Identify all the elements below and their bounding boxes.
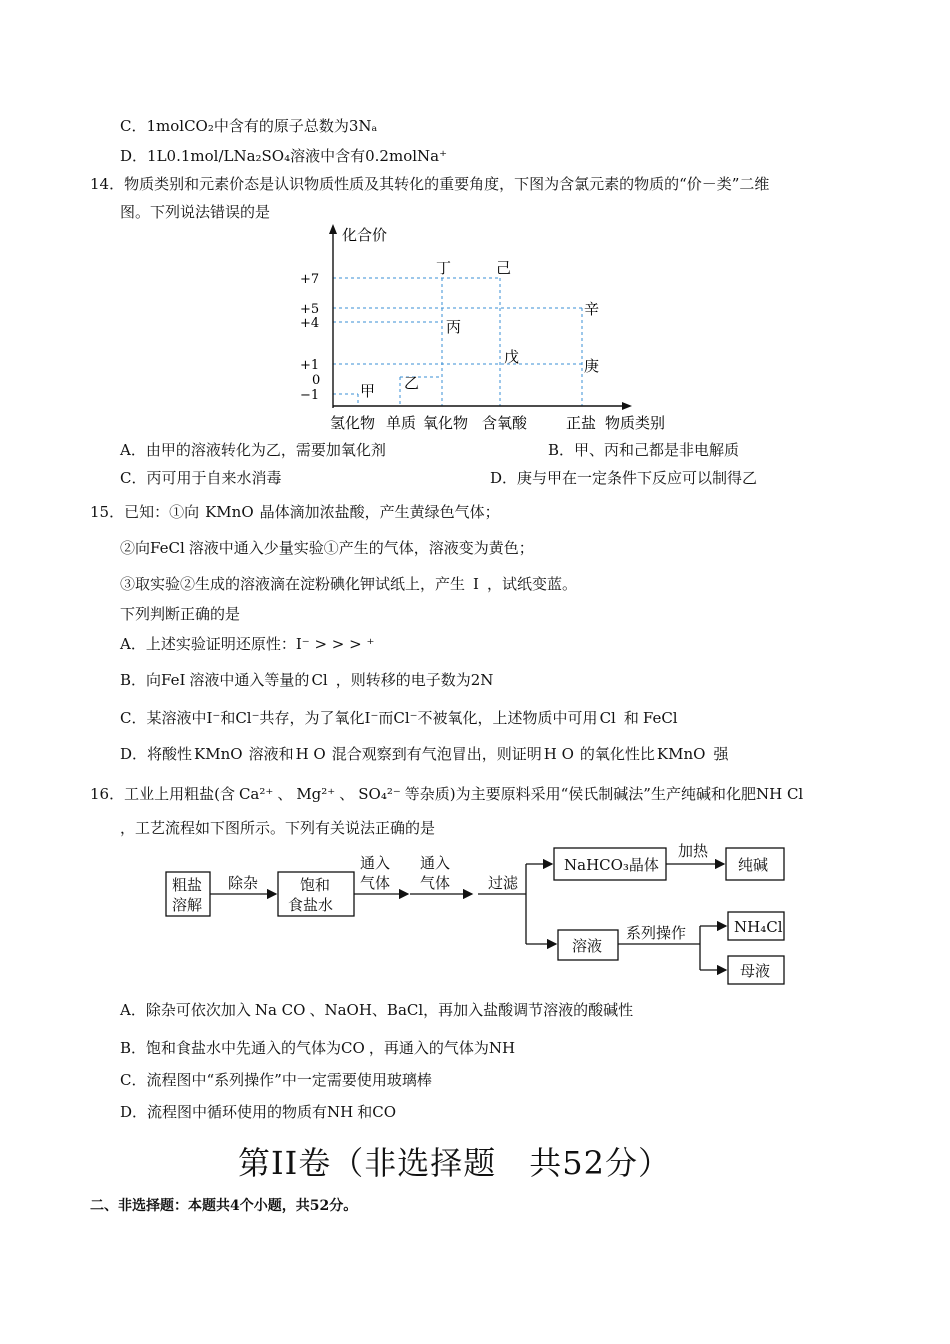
flow-box-nh4cl: NH₄Cl [734, 918, 783, 936]
q15-stem-line1: 15．已知：①向 KMnO 晶体滴加浓盐酸，产生黄绿色气体； [90, 503, 500, 521]
q14-option-b: B．甲、丙和己都是非电解质 [548, 441, 740, 459]
q15-option-d: D．将酸性 KMnO 溶液和 H O 混合观察到有气泡冒出，则证明 H O 的氧化性比 KMnO 强 [120, 745, 729, 763]
ytick: 0 [312, 373, 321, 388]
q16-option-b: B．饱和食盐水中先通入的气体为CO ，再通入的气体为NH [120, 1039, 516, 1057]
flow-label-gas2a: 通入 [420, 854, 451, 872]
point-ding: 丁 [436, 259, 452, 277]
q16-stem-line2: ，工艺流程如下图所示。下列有关说法正确的是 [120, 819, 436, 837]
ytick: +1 [300, 358, 320, 373]
flow-box-solution: 溶液 [572, 937, 603, 955]
flow-label-operations: 系列操作 [626, 924, 687, 942]
q13-option-d: D．1L0.1mol/LNa₂SO₄溶液中含有0.2molNa⁺ [120, 147, 448, 165]
point-geng: 庚 [584, 357, 600, 375]
flow-box-mother-liquor: 母液 [740, 962, 771, 980]
xtick: 正盐 [566, 414, 597, 432]
xtick: 氧化物 [423, 414, 469, 432]
ytick: +5 [300, 302, 320, 317]
q15-stem-line3: ③取实验②生成的溶液滴在淀粉碘化钾试纸上，产生 I ，试纸变蓝。 [120, 575, 577, 593]
q16-stem-line1: 16．工业上用粗盐(含 Ca²⁺ 、 Mg²⁺ 、 SO₄²⁻ 等杂质)为主要原料采用“侯氏制碱法”生产纯碱和化肥NH Cl [90, 785, 804, 803]
flow-box-soda: 纯碱 [738, 856, 769, 874]
q14-stem-line1: 14．物质类别和元素价态是认识物质性质及其转化的重要角度，下图为含氯元素的物质的“价－类”二维 [90, 175, 770, 193]
flow-label-gas1a: 通入 [360, 854, 391, 872]
section-heading: 二、非选择题：本题共4个小题，共52分。 [90, 1198, 358, 1214]
point-xin: 辛 [584, 300, 600, 318]
xtick: 单质 [386, 414, 417, 432]
point-ji: 己 [496, 259, 512, 277]
q16-option-a: A．除杂可依次加入 Na CO 、NaOH、BaCl，再加入盐酸调节溶液的酸碱性 [120, 1001, 634, 1019]
flow-box-saturated: 饱和 [300, 876, 331, 894]
xtick: 含氧酸 [482, 414, 528, 432]
flow-label-purify: 除杂 [228, 874, 259, 892]
q14-option-d: D．庚与甲在一定条件下反应可以制得乙 [490, 469, 758, 487]
q16-option-c: C．流程图中“系列操作”中一定需要使用玻璃棒 [120, 1071, 432, 1089]
q15-option-b: B．向FeI 溶液中通入等量的 Cl ，则转移的电子数为2N [120, 671, 494, 689]
ytick: +4 [300, 316, 320, 331]
chart-xlabel: 物质类别 [605, 414, 666, 432]
flow-label-filter: 过滤 [488, 874, 519, 892]
valence-class-chart [300, 222, 680, 440]
q14-option-a: A．由甲的溶液转化为乙，需要加氧化剂 [120, 441, 386, 459]
section-title: 第II卷（非选择题 共52分） [238, 1144, 672, 1182]
chart-ylabel: 化合价 [342, 226, 388, 244]
flow-box-brine: 食盐水 [288, 896, 334, 914]
point-yi: 乙 [404, 374, 420, 392]
flow-box-nahco3: NaHCO₃晶体 [564, 856, 659, 874]
q15-option-c: C．某溶液中I⁻和Cl⁻共存，为了氧化I⁻而Cl⁻不被氧化，上述物质中可用 Cl 和 FeCl [120, 709, 678, 727]
q15-stem-line2: ②向FeCl 溶液中通入少量实验①产生的气体，溶液变为黄色； [120, 539, 534, 557]
q14-stem-line2: 图。下列说法错误的是 [120, 203, 271, 221]
flow-label-gas2b: 气体 [420, 874, 451, 892]
ytick: +7 [300, 272, 320, 287]
flow-label-heat: 加热 [678, 842, 709, 860]
point-bing: 丙 [446, 318, 462, 336]
flow-label-gas1b: 气体 [360, 874, 391, 892]
ytick: −1 [300, 388, 320, 403]
q14-option-c: C．丙可用于自来水消毒 [120, 469, 282, 487]
flow-box-crude-salt: 粗盐 [172, 876, 203, 894]
xtick: 氢化物 [330, 414, 376, 432]
q15-option-a: A．上述实验证明还原性：I⁻ > > > ⁺ [120, 635, 375, 653]
q15-stem-line4: 下列判断正确的是 [120, 605, 241, 623]
process-flow-diagram [160, 838, 800, 988]
point-wu: 戊 [504, 348, 520, 366]
q16-option-d: D．流程图中循环使用的物质有NH 和CO [120, 1103, 397, 1121]
q13-option-c: C．1molCO₂中含有的原子总数为3Nₐ [120, 117, 378, 135]
point-jia: 甲 [360, 382, 376, 400]
flow-box-dissolve: 溶解 [172, 896, 203, 914]
